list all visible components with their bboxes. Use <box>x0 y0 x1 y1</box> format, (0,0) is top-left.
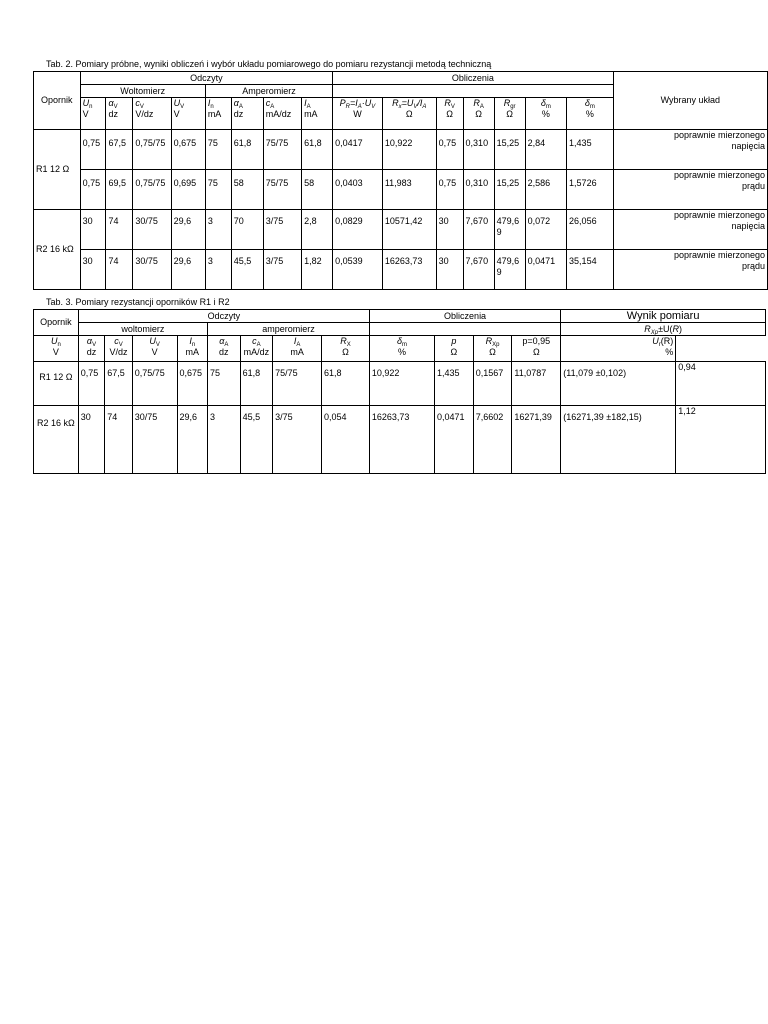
tab2-cell: 58 <box>302 170 333 210</box>
tab2-cell: 75 <box>205 170 231 210</box>
tab3-cell: 75 <box>208 362 241 406</box>
tab2-col-header: $R_{gr}$ Ω <box>494 98 525 130</box>
tab2-cell: 2,8 <box>302 210 333 250</box>
tab2-header-amperomierz: Amperomierz <box>205 85 332 98</box>
table-row <box>34 210 768 250</box>
tab2-cell: 3/75 <box>263 210 301 250</box>
tab3-cell: 16263,73 <box>369 406 434 474</box>
tab2-cell: 30 <box>436 210 463 250</box>
tab2-cell: 30 <box>80 210 106 250</box>
tab2-cell: 10571,42 <box>382 210 436 250</box>
tab3-col-header: $U_n$ V <box>34 336 79 362</box>
tab2-cell: 29,6 <box>171 250 205 290</box>
tab2-cell: 10,922 <box>382 130 436 170</box>
tab2-cell: 7,670 <box>463 210 494 250</box>
tab3-opornik: R2 16 kΩ <box>34 406 79 474</box>
tab2-cell: 7,670 <box>463 250 494 290</box>
tab2-col-header: $R_V$ Ω <box>436 98 463 130</box>
tab2-cell: 75/75 <box>263 170 301 210</box>
tab3-col-header: $U_V$ V <box>132 336 177 362</box>
tab2-header-odczyty: Odczyty <box>80 72 333 85</box>
tab3-cell: 0,675 <box>177 362 208 406</box>
tab2-cell: 0,310 <box>463 170 494 210</box>
tab3-header-rxp-u: $R_{Xp}\pm U(R)$ <box>561 323 766 336</box>
tab3-cell: 1,435 <box>435 362 474 406</box>
tab3-opornik: R1 12 Ω <box>34 362 79 406</box>
table-3 <box>33 309 766 474</box>
tab3-cell: 0,1567 <box>473 362 512 406</box>
tab2-col-header: $\alpha_A$ dz <box>231 98 263 130</box>
tab2-cell: 0,310 <box>463 130 494 170</box>
tab2-cell: 29,6 <box>171 210 205 250</box>
tab2-cell: 30 <box>80 250 106 290</box>
tab2-opornik: R2 16 kΩ <box>34 210 81 290</box>
tab2-cell: 0,0403 <box>333 170 383 210</box>
tab2-cell: 0,0471 <box>525 250 566 290</box>
tab3-col-header: $c_A$ mA/dz <box>240 336 273 362</box>
tab2-header-obliczenia: Obliczenia <box>333 72 614 85</box>
tab2-cell: 0,695 <box>171 170 205 210</box>
tab3-cell: 0,75 <box>78 362 104 406</box>
tab2-header-opornik: Opornik <box>34 72 81 130</box>
tab3-cell: 11,0787 <box>512 362 561 406</box>
tab2-cell: 70 <box>231 210 263 250</box>
tab2-cell: 61,8 <box>231 130 263 170</box>
tab2-cell: 2,84 <box>525 130 566 170</box>
tab2-cell: 0,0829 <box>333 210 383 250</box>
table-row <box>34 130 768 170</box>
tab2-cell: 3/75 <box>263 250 301 290</box>
tab2-header-blank <box>333 85 614 98</box>
tab2-cell: 0,75/75 <box>133 130 171 170</box>
tab3-cell: 3/75 <box>273 406 322 474</box>
tab2-col-header: $R_A$ Ω <box>463 98 494 130</box>
tab2-cell: 0,072 <box>525 210 566 250</box>
table-row <box>34 406 766 474</box>
tab2-cell: 2,586 <box>525 170 566 210</box>
tab3-cell: 61,8 <box>240 362 273 406</box>
tab2-col-header: $c_V$ V/dz <box>133 98 171 130</box>
tab3-cell: 45,5 <box>240 406 273 474</box>
tab3-ur: 0,94 <box>676 362 766 406</box>
tab3-col-header: $R_X$ Ω <box>322 336 370 362</box>
tab2-cell: 30 <box>436 250 463 290</box>
tab3-cell: 74 <box>105 406 132 474</box>
table-2 <box>33 71 768 290</box>
tab3-cell: 0,75/75 <box>132 362 177 406</box>
tab3-col-header: $\alpha_A$ dz <box>208 336 241 362</box>
tab3-ur: 1,12 <box>676 406 766 474</box>
tab3-cell: 75/75 <box>273 362 322 406</box>
tab3-cell: 29,6 <box>177 406 208 474</box>
tab2-cell: 67,5 <box>106 130 133 170</box>
tab3-header-woltomierz: woltomierz <box>78 323 207 336</box>
tab2-cell: 1,435 <box>567 130 614 170</box>
tab3-header-amperomierz: amperomierz <box>208 323 370 336</box>
tab3-caption: Tab. 3. Pomiary rezystancji oporników R1 i R2 <box>46 297 230 307</box>
tab2-cell: 26,056 <box>567 210 614 250</box>
tab3-header-odczyty: Odczyty <box>78 310 369 323</box>
tab2-cell: 0,75 <box>436 170 463 210</box>
tab2-cell: 45,5 <box>231 250 263 290</box>
tab3-ur-header: $U_r(R)$ % <box>561 336 676 362</box>
tab2-cell: 1,82 <box>302 250 333 290</box>
tab2-cell: 30/75 <box>133 210 171 250</box>
tab2-cell: 0,0539 <box>333 250 383 290</box>
tab2-col-header: $R_x=U_V/I_A$ Ω <box>382 98 436 130</box>
tab3-col-header: $\alpha_V$ dz <box>78 336 104 362</box>
tab3-header-blank <box>369 323 560 336</box>
tab2-cell: 479,69 <box>494 210 525 250</box>
tab3-cell: 67,5 <box>105 362 132 406</box>
tab3-wynik: (16271,39 ±182,15) <box>561 406 676 474</box>
tab3-p095-header: p=0,95 Ω <box>512 336 561 362</box>
tab2-cell: 0,75 <box>80 130 106 170</box>
tab2-col-header: $I_A$ mA <box>302 98 333 130</box>
tab3-cell: 0,0471 <box>435 406 474 474</box>
tab3-cell: 61,8 <box>322 362 370 406</box>
tab2-cell: 61,8 <box>302 130 333 170</box>
tab2-cell: 0,75 <box>436 130 463 170</box>
tab2-col-header: $U_n$ V <box>80 98 106 130</box>
tab2-cell: 74 <box>106 210 133 250</box>
tab3-col-header: $c_V$ V/dz <box>105 336 132 362</box>
tab2-uklad: poprawnie mierzonego prądu <box>613 170 767 210</box>
tab2-cell: 1,5726 <box>567 170 614 210</box>
tab2-cell: 3 <box>205 250 231 290</box>
tab2-cell: 35,154 <box>567 250 614 290</box>
tab2-cell: 11,983 <box>382 170 436 210</box>
tab2-col-header: $P_R=I_A\cdot U_V$ W <box>333 98 383 130</box>
tab2-col-header: $\alpha_V$ dz <box>106 98 133 130</box>
tab3-cell: 30 <box>78 406 104 474</box>
tab3-cell: 30/75 <box>132 406 177 474</box>
tab2-opornik: R1 12 Ω <box>34 130 81 210</box>
tab2-cell: 3 <box>205 210 231 250</box>
tab2-caption: Tab. 2. Pomiary próbne, wyniki obliczeń i wybór układu pomiarowego do pomiaru rezystancji metodą techniczną <box>46 59 492 69</box>
tab3-col-header: $R_{Xp}$ Ω <box>473 336 512 362</box>
tab2-col-header: $U_V$ V <box>171 98 205 130</box>
tab2-header-woltomierz: Woltomierz <box>80 85 205 98</box>
tab3-cell: 10,922 <box>369 362 434 406</box>
tab3-cell: 0,054 <box>322 406 370 474</box>
tab2-cell: 479,69 <box>494 250 525 290</box>
tab2-cell: 16263,73 <box>382 250 436 290</box>
tab2-uklad: poprawnie mierzonego prądu <box>613 250 767 290</box>
tab2-cell: 0,675 <box>171 130 205 170</box>
tab3-col-header: p Ω <box>435 336 474 362</box>
table-row <box>34 362 766 406</box>
table-row <box>34 250 768 290</box>
tab2-cell: 15,25 <box>494 130 525 170</box>
tab2-header-wybrany: Wybrany układ <box>613 72 767 130</box>
tab3-header-opornik: Opornik <box>34 310 79 336</box>
tab2-uklad: poprawnie mierzonego napięcia <box>613 130 767 170</box>
tab2-uklad: poprawnie mierzonego napięcia <box>613 210 767 250</box>
tab2-cell: 74 <box>106 250 133 290</box>
tab2-col-header: $\delta_m$ % <box>567 98 614 130</box>
tab3-cell: 7,6602 <box>473 406 512 474</box>
tab2-col-header: $\delta_m$ % <box>525 98 566 130</box>
tab3-col-header: $I_A$ mA <box>273 336 322 362</box>
tab2-col-header: $c_A$ mA/dz <box>263 98 301 130</box>
table-row <box>34 170 768 210</box>
tab2-cell: 0,0417 <box>333 130 383 170</box>
tab2-cell: 69,5 <box>106 170 133 210</box>
tab2-cell: 75 <box>205 130 231 170</box>
tab3-cell: 3 <box>208 406 241 474</box>
tab3-col-header: $I_n$ mA <box>177 336 208 362</box>
tab2-cell: 15,25 <box>494 170 525 210</box>
tab3-header-obliczenia: Obliczenia <box>369 310 560 323</box>
tab2-cell: 30/75 <box>133 250 171 290</box>
tab3-cell: 16271,39 <box>512 406 561 474</box>
tab2-cell: 75/75 <box>263 130 301 170</box>
tab2-cell: 0,75 <box>80 170 106 210</box>
tab3-wynik: (11,079 ±0,102) <box>561 362 676 406</box>
tab3-header-wynik: Wynik pomiaru <box>561 310 766 323</box>
tab2-cell: 0,75/75 <box>133 170 171 210</box>
tab2-col-header: $I_n$ mA <box>205 98 231 130</box>
tab3-col-header: $\delta_m$ % <box>369 336 434 362</box>
tab2-cell: 58 <box>231 170 263 210</box>
